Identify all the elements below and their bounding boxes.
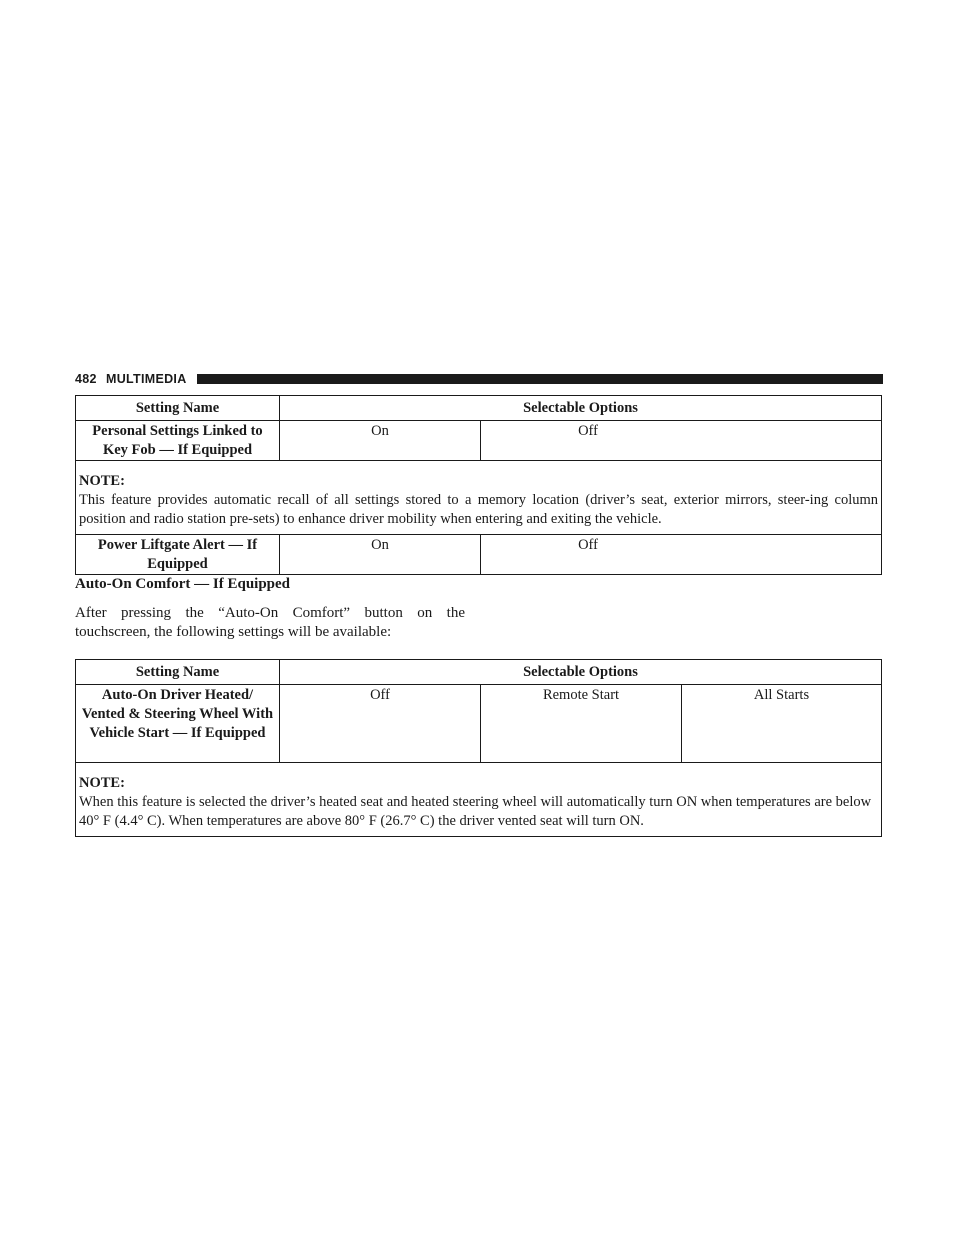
option-cell: Off — [481, 421, 882, 461]
col-selectable-options: Selectable Options — [280, 396, 882, 421]
table-row — [76, 421, 882, 461]
note-cell — [76, 461, 882, 535]
table-row — [76, 535, 882, 575]
table-row — [76, 685, 882, 763]
note-text: This feature provides automatic recall of all settings stored to a memory location (driver’s seat, exterior mirrors, steer-ing column position and radio station pre-sets) to enhance driver mobility when entering and exiting the vehicle. — [79, 492, 879, 527]
note-row — [76, 461, 882, 535]
note-row — [76, 763, 882, 837]
option-cell: Remote Start — [481, 685, 682, 763]
settings-table-2 — [75, 659, 882, 837]
section-heading: Auto-On Comfort — If Equipped — [75, 576, 291, 592]
col-setting-name: Setting Name — [76, 660, 280, 685]
page-number: 482 — [75, 372, 97, 386]
header-rule — [197, 374, 883, 384]
table-header-row — [76, 396, 882, 421]
setting-name: Personal Settings Linked to Key Fob — If Equipped — [76, 421, 280, 461]
note-cell — [76, 763, 882, 837]
note-label: NOTE: — [79, 775, 125, 791]
section-paragraph: After pressing the “Auto-On Comfort” button on the touchscreen, the following settings will be available: — [75, 605, 465, 640]
note-label: NOTE: — [79, 473, 125, 489]
option-cell: On — [280, 535, 481, 575]
col-setting-name: Setting Name — [76, 396, 280, 421]
option-cell: All Starts — [682, 685, 882, 763]
section-title: MULTIMEDIA — [106, 372, 187, 386]
col-selectable-options: Selectable Options — [280, 660, 882, 685]
option-cell: Off — [280, 685, 481, 763]
setting-name: Power Liftgate Alert — If Equipped — [76, 535, 280, 575]
setting-name: Auto-On Driver Heated/ Vented & Steering Wheel With Vehicle Start — If Equipped — [76, 685, 280, 763]
option-cell: Off — [481, 535, 882, 575]
note-text: When this feature is selected the driver’s heated seat and heated steering wheel will automatically turn ON when temperatures are below 40° F (4.4° C). When temperatures are above 80° F (26.7° C) the driver vented seat will turn ON. — [79, 794, 872, 829]
settings-table-1 — [75, 395, 882, 575]
option-cell: On — [280, 421, 481, 461]
table-header-row — [76, 660, 882, 685]
page-header — [75, 372, 883, 386]
